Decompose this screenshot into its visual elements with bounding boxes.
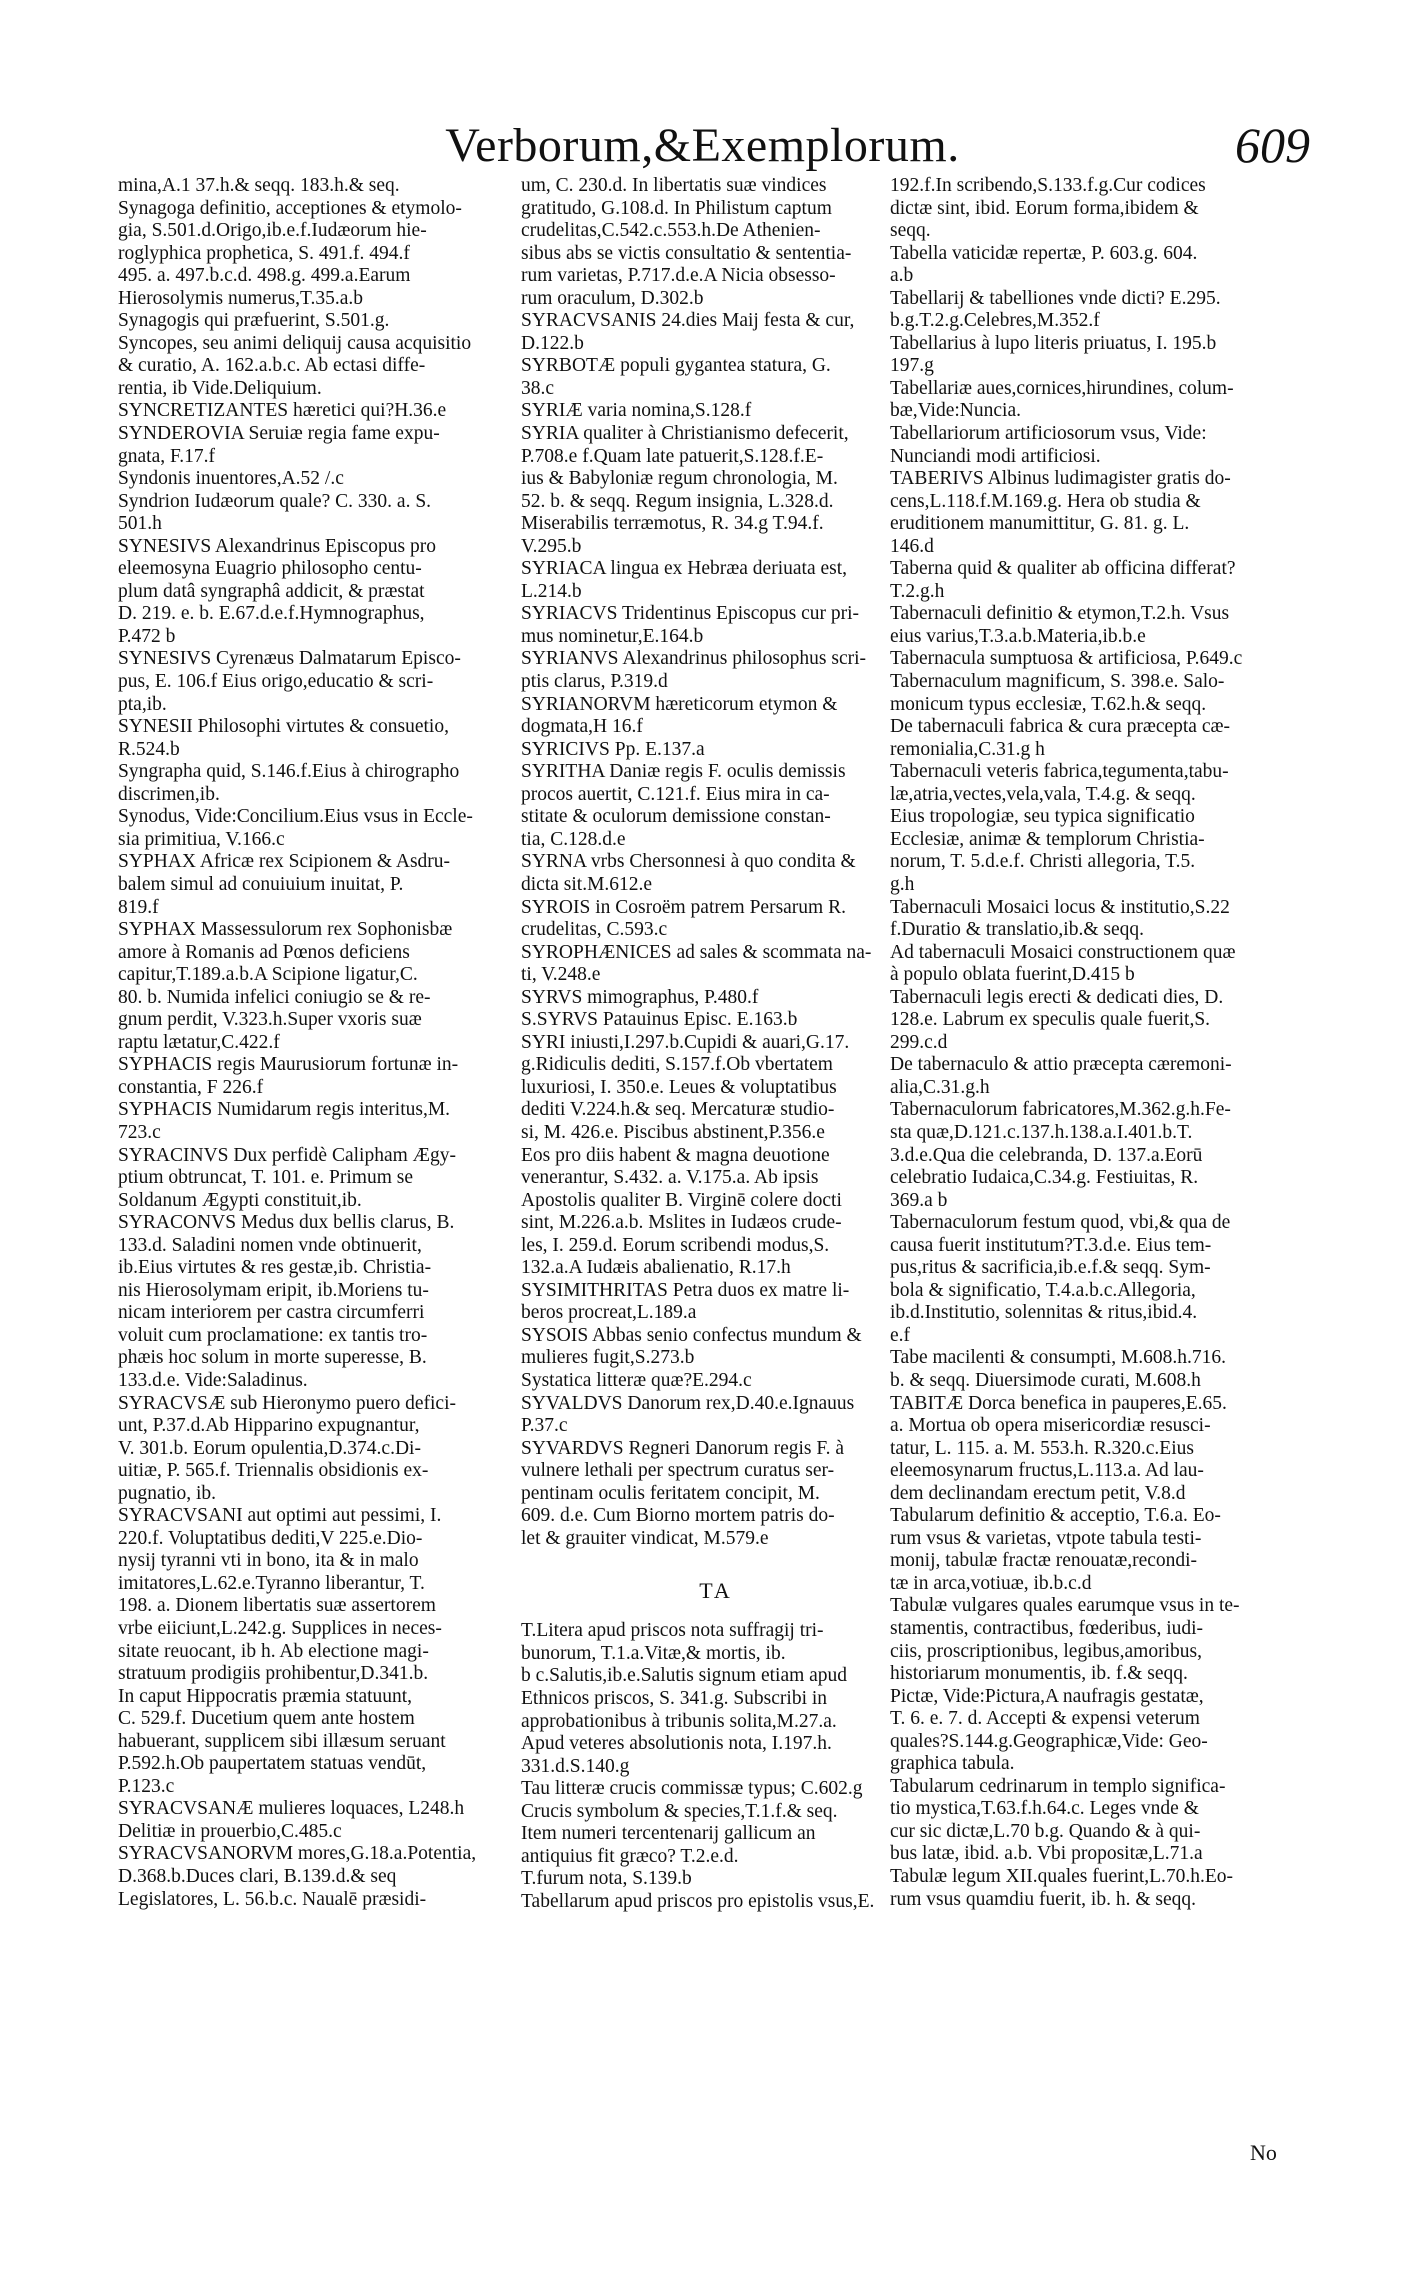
index-entry-line: Tabellarius à lupo literis priuatus, I. 195.b [890, 332, 1217, 354]
index-entry-line: 197.g [890, 355, 934, 377]
index-entry-line: SYRIACVS Tridentinus Episcopus cur pri- [521, 603, 860, 625]
index-entry-line: SYRACONVS Medus dux bellis clarus, B. [118, 1212, 455, 1234]
index-entry-line: tio mystica,T.63.f.h.64.c. Leges vnde & [890, 1798, 1199, 1820]
index-entry-line: SYNESIVS Alexandrinus Episcopus pro [118, 535, 436, 557]
index-entry-line: mina,A.1 37.h.& seqq. 183.h.& seq. [118, 175, 400, 196]
index-entry-line: tæ in arca,votiuæ, ib.b.c.d [890, 1572, 1092, 1594]
index-entry-line: rum vsus & varietas, vtpote tabula testi- [890, 1527, 1202, 1549]
section-heading: TA [699, 1578, 733, 1604]
index-entry-line: SYSOIS Abbas senio confectus mundum & [521, 1324, 862, 1346]
index-entry-line: sia primitiua, V.166.c [118, 828, 285, 850]
index-entry-line: Synagogis qui præfuerint, S.501.g. [118, 310, 390, 332]
index-entry-line: seqq. [890, 220, 931, 242]
index-entry-line: Miserabilis terræmotus, R. 34.g T.94.f. [521, 513, 824, 535]
index-entry-line: Syndonis inuentores,A.52 /.c [118, 468, 344, 490]
index-column-right [890, 175, 1283, 1911]
index-entry-line: SYRICIVS Pp. E.137.a [521, 738, 705, 760]
index-entry-line: Tabernaculorum festum quod, vbi,& qua de [890, 1212, 1231, 1234]
index-entry-line: plum datâ syngraphâ addicit, & præstat [118, 580, 425, 602]
index-entry-line: Nunciandi modi artificiosi. [890, 445, 1101, 467]
index-entry-line: roglyphica prophetica, S. 491.f. 494.f [118, 242, 410, 264]
index-entry-line: SYRACINVS Dux perfidè Calipham Ægy- [118, 1144, 456, 1166]
index-entry-line: In caput Hippocratis præmia statuunt, [118, 1685, 413, 1707]
index-entry-line: Soldanum Ægypti constituit,ib. [118, 1189, 362, 1211]
index-entry-line: SYNCRETIZANTES hæretici qui?H.36.e [118, 400, 447, 422]
index-entry-line: Legislatores, L. 56.b.c. Naualē præsidi- [118, 1888, 427, 1910]
index-entry-line: SYRIA qualiter à Christianismo defecerit, [521, 423, 849, 445]
index-entry-line: bæ,Vide:Nuncia. [890, 400, 1021, 422]
index-entry-line: monij, tabulæ fractæ renouatæ,recondi- [890, 1550, 1198, 1572]
index-entry-line: celebratio Iudaica,C.34.g. Festiuitas, R. [890, 1167, 1199, 1189]
index-entry-line: stamentis, contractibus, fœderibus, iudi- [890, 1618, 1204, 1639]
index-entry-line: SYPHACIS Numidarum regis interitus,M. [118, 1099, 451, 1121]
index-entry-line: T. 6. e. 7. d. Accepti & expensi veterum [890, 1708, 1200, 1730]
index-entry-line: 331.d.S.140.g [521, 1755, 630, 1777]
index-entry-line: Tabella vaticidæ repertæ, P. 603.g. 604. [890, 242, 1198, 264]
index-entry-line: SYNESII Philosophi virtutes & consuetio, [118, 716, 449, 738]
index-entry-line: Tabulæ vulgares quales earumque vsus in te- [890, 1595, 1240, 1617]
index-entry-line: T.Litera apud priscos nota suffragij tri- [521, 1620, 824, 1642]
index-entry-line: Tabernaculi definitio & etymon,T.2.h. Vsus [890, 603, 1230, 625]
index-entry-line: monicum typus ecclesiæ, T.62.h.& seqq. [890, 693, 1207, 715]
index-entry-line: ius & Babyloniæ regum chronologia, M. [521, 468, 838, 490]
index-entry-line: C. 529.f. Ducetium quem ante hostem [118, 1708, 415, 1730]
index-entry-line: SYVALDVS Danorum rex,D.40.e.Ignauus [521, 1392, 855, 1414]
index-entry-line: uitiæ, P. 565.f. Triennalis obsidionis ex- [118, 1460, 429, 1482]
index-entry-line: 299.c.d [890, 1031, 948, 1053]
index-entry-line: Synodus, Vide:Concilium.Eius vsus in Eccle- [118, 806, 473, 828]
index-entry-line: habuerant, supplicem sibi illæsum seruant [118, 1730, 446, 1752]
index-entry-line: Tabernaculorum fabricatores,M.362.g.h.Fe- [890, 1099, 1231, 1121]
index-entry-line: Tabernaculi veteris fabrica,tegumenta,tabu- [890, 761, 1229, 783]
index-entry-line: 609. d.e. Cum Biorno mortem patris do- [521, 1505, 835, 1527]
index-entry-line: mus nominetur,E.164.b [521, 625, 704, 647]
index-entry-line: luxuriosi, I. 350.e. Leues & voluptatibus [521, 1076, 837, 1098]
index-entry-line: Pictæ, Vide:Pictura,A naufragis gestatæ, [890, 1685, 1204, 1707]
index-entry-line: R.524.b [118, 738, 180, 760]
index-entry-line: Ecclesiæ, animæ & templorum Christia- [890, 828, 1205, 850]
index-entry-line: 128.e. Labrum ex speculis quale fuerit,S. [890, 1009, 1211, 1031]
index-entry-line: Apostolis qualiter B. Virginē colere docti [521, 1189, 842, 1211]
index-entry-line: capitur,T.189.a.b.A Scipione ligatur,C. [118, 964, 418, 986]
index-entry-line: tia, C.128.d.e [521, 828, 626, 850]
index-entry-line: amore à Romanis ad Pœnos deficiens [118, 941, 410, 963]
index-entry-line: SYRACVSANIS 24.dies Maij festa & cur, [521, 310, 855, 332]
index-entry-line: discrimen,ib. [118, 783, 220, 805]
index-entry-line: Tabernacula sumptuosa & artificiosa, P.649.c [890, 648, 1243, 670]
index-entry-line: TABITÆ Dorca benefica in pauperes,E.65. [890, 1392, 1227, 1414]
index-entry-line: SYPHAX Massessulorum rex Sophonisbæ [118, 919, 453, 941]
index-entry-line: sibus abs se victis consultatio & sententia- [521, 242, 852, 264]
index-entry-line: Apud veteres absolutionis nota, I.197.h. [521, 1733, 832, 1755]
index-entry-line: Syndrion Iudæorum quale? C. 330. a. S. [118, 490, 432, 512]
index-entry-line: pus, E. 106.f Eius origo,educatio & scri- [118, 671, 434, 693]
index-entry-line: sta quæ,D.121.c.137.h.138.a.I.401.b.T. [890, 1121, 1193, 1143]
index-entry-line: SYPHACIS regis Maurusiorum fortunæ in- [118, 1054, 459, 1076]
index-entry-line: nis Hierosolymam eripit, ib.Moriens tu- [118, 1279, 429, 1301]
index-entry-line: eleemosynarum fructus,L.113.a. Ad lau- [890, 1460, 1204, 1482]
index-entry-line: P.592.h.Ob paupertatem statuas vendūt, [118, 1753, 427, 1775]
index-entry-line: P.708.e f.Quam late patuerit,S.128.f.E- [521, 445, 824, 467]
index-entry-line: SYRI iniusti,I.297.b.Cupidi & auari,G.17. [521, 1031, 850, 1053]
index-entry-line: Synagoga definitio, acceptiones & etymolo- [118, 197, 462, 219]
index-entry-line: cur sic dictæ,L.70 b.g. Quando & à qui- [890, 1820, 1201, 1842]
index-entry-line: Tabulæ legum XII.quales fuerint,L.70.h.Eo- [890, 1866, 1234, 1888]
index-entry-line: SYRIANORVM hæreticorum etymon & [521, 693, 838, 715]
index-entry-line: SYRACVSÆ sub Hieronymo puero defici- [118, 1392, 456, 1414]
index-entry-line: V. 301.b. Eorum opulentia,D.374.c.Di- [118, 1437, 421, 1459]
index-entry-line: 198. a. Dionem libertatis suæ assertorem [118, 1595, 436, 1617]
index-entry-line: nysij tyranni vti in bono, ita & in malo [118, 1550, 419, 1572]
index-entry-line: Syngrapha quid, S.146.f.Eius à chirographo [118, 761, 460, 783]
index-entry-line: ptis clarus, P.319.d [521, 671, 668, 693]
index-entry-line: approbationibus à tribunis solita,M.27.a. [521, 1710, 837, 1732]
index-entry-line: T.2.g.h [890, 580, 945, 602]
index-entry-line: voluit cum proclamatione: ex tantis tro- [118, 1324, 428, 1346]
index-entry-line: f.Duratio & translatio,ib.& seqq. [890, 919, 1144, 941]
index-entry-line: pugnatio, ib. [118, 1482, 217, 1504]
index-entry-line: stitate & oculorum demissione constan- [521, 806, 831, 828]
index-entry-line: vulnere lethali per spectrum curatus ser- [521, 1460, 835, 1482]
index-entry-line: stratuum prodigiis prohibentur,D.341.b. [118, 1663, 429, 1685]
index-entry-line: rum varietas, P.717.d.e.A Nicia obsesso- [521, 265, 836, 287]
index-entry-line: norum, T. 5.d.e.f. Christi allegoria, T.5. [890, 851, 1196, 873]
index-entry-line: Systatica litteræ quæ?E.294.c [521, 1369, 752, 1391]
index-entry-line: ib.Eius virtutes & res gestæ,ib. Christia- [118, 1257, 432, 1279]
index-entry-line: eius varius,T.3.a.b.Materia,ib.b.e [890, 625, 1146, 647]
index-entry-line: imitatores,L.62.e.Tyranno liberantur, T. [118, 1572, 425, 1594]
index-entry-line: dictæ sint, ibid. Eorum forma,ibidem & [890, 197, 1199, 219]
index-entry-line: graphica tabula. [890, 1753, 1015, 1775]
index-entry-line: quales?S.144.g.Geographicæ,Vide: Geo- [890, 1730, 1208, 1752]
index-entry-line: Crucis symbolum & species,T.1.f.& seq. [521, 1800, 838, 1822]
index-entry-line: phæis hoc solum in morte superesse, B. [118, 1347, 427, 1369]
index-entry-line: SYRIÆ varia nomina,S.128.f [521, 400, 752, 422]
index-entry-line: sint, M.226.a.b. Mslites in Iudæos crude- [521, 1212, 842, 1234]
index-entry-line: causa fuerit institutum?T.3.d.e. Eius tem- [890, 1234, 1212, 1256]
index-entry-line: Tabernaculi Mosaici locus & institutio,S.22 [890, 896, 1230, 918]
index-entry-line: b. & seqq. Diuersimode curati, M.608.h [890, 1369, 1201, 1391]
index-entry-line: eruditionem manumittitur, G. 81. g. L. [890, 513, 1190, 535]
index-entry-line: SYSIMITHRITAS Petra duos ex matre li- [521, 1279, 850, 1301]
index-entry-line: um, C. 230.d. In libertatis suæ vindices [521, 175, 827, 196]
index-entry-line: L.214.b [521, 580, 582, 602]
index-entry-line: læ,atria,vectes,vela,vala, T.4.g. & seqq. [890, 783, 1196, 805]
index-entry-line: D. 219. e. b. E.67.d.e.f.Hymnographus, [118, 603, 425, 625]
index-entry-line: venerantur, S.432. a. V.175.a. Ab ipsis [521, 1167, 819, 1189]
index-entry-line: tatur, L. 115. a. M. 553.h. R.320.c.Eius [890, 1437, 1194, 1459]
index-entry-line: bus latæ, ibid. a.b. Vbi propositæ,L.71.a [890, 1843, 1203, 1865]
index-entry-line: Item numeri tercentenarij gallicum an [521, 1823, 816, 1845]
index-entry-line: 192.f.In scribendo,S.133.f.g.Cur codices [890, 175, 1206, 196]
index-entry-line: gnata, F.17.f [118, 445, 216, 467]
index-entry-line: dicta sit.M.612.e [521, 873, 653, 895]
index-entry-line: pentinam oculis feritatem concipit, M. [521, 1482, 820, 1504]
page-number: 609 [1235, 117, 1310, 173]
index-entry-line: dogmata,H 16.f [521, 716, 643, 738]
index-entry-line: Tabellarum apud priscos pro epistolis vsus,E. [521, 1890, 875, 1912]
index-entry-line: sitate reuocant, ib h. Ab electione magi- [118, 1640, 429, 1662]
index-entry-line: SYRIANVS Alexandrinus philosophus scri- [521, 648, 867, 670]
index-entry-line: 369.a b [890, 1189, 948, 1211]
index-entry-line: SYPHAX Africæ rex Scipionem & Asdru- [118, 851, 451, 873]
index-entry-line: Tabernaculi legis erecti & dedicati dies, D. [890, 986, 1224, 1008]
index-entry-line: nicam interiorem per castra circumferri [118, 1302, 425, 1324]
index-entry-line: crudelitas,C.542.c.553.h.De Athenien- [521, 220, 821, 242]
index-column-middle [521, 175, 911, 1913]
index-entry-line: a.b [890, 265, 914, 287]
index-entry-line: antiquius fit græco? T.2.e.d. [521, 1845, 739, 1867]
index-entry-line: gia, S.501.d.Origo,ib.e.f.Iudæorum hie- [118, 220, 427, 242]
index-column-left [118, 175, 508, 1911]
index-entry-line: 495. a. 497.b.c.d. 498.g. 499.a.Earum [118, 265, 411, 287]
index-entry-line: let & grauiter vindicat, M.579.e [521, 1527, 769, 1549]
index-entry-line: mulieres fugit,S.273.b [521, 1347, 695, 1369]
index-entry-line: ib.d.Institutio, solennitas & ritus,ibid.4. [890, 1302, 1198, 1324]
index-entry-line: 52. b. & seqq. Regum insignia, L.328.d. [521, 490, 834, 512]
index-entry-line: Tabularum definitio & acceptio, T.6.a. Eo- [890, 1505, 1221, 1527]
index-entry-line: 3.d.e.Qua die celebranda, D. 137.a.Eorū [890, 1144, 1203, 1166]
index-entry-line: Tabellariorum artificiosorum vsus, Vide: [890, 423, 1207, 445]
index-entry-line: dediti V.224.h.& seq. Mercaturæ studio- [521, 1099, 835, 1121]
catchword: No [1250, 2140, 1277, 2165]
index-entry-line: SYNESIVS Cyrenæus Dalmatarum Episco- [118, 648, 461, 670]
index-entry-line: a. Mortua ob opera misericordiæ resusci- [890, 1415, 1211, 1437]
index-entry-line: D.122.b [521, 332, 584, 354]
index-entry-line: crudelitas, C.593.c [521, 919, 668, 941]
index-entry-line: constantia, F 226.f [118, 1076, 264, 1098]
index-entry-line: 133.d. Saladini nomen vnde obtinuerit, [118, 1234, 422, 1256]
index-entry-line: Hierosolymis numerus,T.35.a.b [118, 287, 363, 309]
index-entry-line: SYRACVSANI aut optimi aut pessimi, I. [118, 1505, 442, 1527]
index-entry-line: SYVARDVS Regneri Danorum regis F. à [521, 1437, 845, 1459]
index-entry-line: & curatio, A. 162.a.b.c. Ab ectasi diffe- [118, 355, 426, 377]
index-entry-line: Ethnicos priscos, S. 341.g. Subscribi in [521, 1688, 828, 1709]
index-entry-line: les, I. 259.d. Eorum scribendi modus,S. [521, 1234, 830, 1256]
index-entry-line: 38.c [521, 377, 555, 399]
index-entry-line: Tabellarij & tabelliones vnde dicti? E.295. [890, 287, 1221, 309]
index-entry-line: vrbe eiiciunt,L.242.g. Supplices in neces- [118, 1618, 442, 1639]
index-entry-line: 819.f [118, 896, 159, 918]
index-entry-line: pta,ib. [118, 693, 167, 715]
index-entry-line: 220.f. Voluptatibus dediti,V 225.e.Dio- [118, 1527, 423, 1549]
index-entry-line: rum oraculum, D.302.b [521, 287, 704, 309]
index-entry-line: ti, V.248.e [521, 964, 601, 986]
index-entry-line: gratitudo, G.108.d. In Philistum captum [521, 197, 832, 219]
index-entry-line: SYRIACA lingua ex Hebræa deriuata est, [521, 558, 848, 580]
index-entry-line: gnum perdit, V.323.h.Super vxoris suæ [118, 1009, 422, 1031]
index-entry-line: procos auertit, C.121.f. Eius mira in ca- [521, 783, 830, 805]
index-entry-line: 132.a.A Iudæis abalienatio, R.17.h [521, 1257, 791, 1279]
index-entry-line: raptu lætatur,C.422.f [118, 1031, 280, 1053]
index-entry-line: SYRBOTÆ populi gygantea statura, G. [521, 355, 831, 377]
index-entry-line: 501.h [118, 513, 162, 535]
index-entry-line: bola & significatio, T.4.a.b.c.Allegoria, [890, 1279, 1196, 1301]
index-entry-line: Eius tropologiæ, seu typica significatio [890, 806, 1195, 828]
index-entry-line: S.SYRVS Patauinus Episc. E.163.b [521, 1009, 798, 1031]
index-entry-line: SYRVS mimographus, P.480.f [521, 986, 759, 1008]
index-entry-line: rentia, ib Vide.Deliquium. [118, 377, 322, 399]
running-title: Verborum,&Exemplorum. [445, 119, 960, 172]
index-entry-line: balem simul ad conuiuium inuitat, P. [118, 873, 404, 895]
index-entry-line: b.g.T.2.g.Celebres,M.352.f [890, 310, 1100, 332]
index-entry-line: beros procreat,L.189.a [521, 1302, 697, 1324]
index-entry-line: 723.c [118, 1121, 161, 1143]
index-entry-line: SYROIS in Cosroëm patrem Persarum R. [521, 896, 846, 918]
index-entry-line: P.472 b [118, 625, 176, 647]
index-entry-line: Tabernaculum magnificum, S. 398.e. Salo- [890, 671, 1225, 693]
index-entry-line: à populo oblata fuerint,D.415 b [890, 964, 1135, 986]
index-entry-line: unt, P.37.d.Ab Hipparino expugnantur, [118, 1415, 420, 1437]
index-entry-line: g.Ridiculis dediti, S.157.f.Ob vbertatem [521, 1054, 833, 1076]
index-entry-line: SYRACVSANÆ mulieres loquaces, L248.h [118, 1798, 465, 1820]
index-entry-line: Tabularum cedrinarum in templo significa- [890, 1775, 1226, 1797]
index-entry-line: e.f [890, 1324, 911, 1346]
index-entry-line: Eos pro diis habent & magna deuotione [521, 1144, 830, 1166]
index-entry-line: SYRACVSANORVM mores,G.18.a.Potentia, [118, 1843, 477, 1865]
index-entry-line: historiarum monumentis, ib. f.& seqq. [890, 1663, 1188, 1685]
index-entry-line: Taberna quid & qualiter ab officina differat? [890, 558, 1236, 580]
index-entry-line: Ad tabernaculi Mosaici constructionem quæ [890, 941, 1236, 963]
index-entry-line: Delitiæ in prouerbio,C.485.c [118, 1820, 342, 1842]
index-entry-line: 146.d [890, 535, 934, 557]
index-entry-line: Tau litteræ crucis commissæ typus; C.602.g [521, 1778, 863, 1800]
index-entry-line: De tabernaculi fabrica & cura præcepta cæ- [890, 716, 1230, 738]
index-entry-line: Tabe macilenti & consumpti, M.608.h.716. [890, 1347, 1227, 1369]
index-entry-line: Tabellariæ aues,cornices,hirundines, colum- [890, 377, 1234, 399]
index-entry-line: remonialia,C.31.g h [890, 738, 1045, 760]
index-entry-line: si, M. 426.e. Piscibus abstinent,P.356.e [521, 1121, 825, 1143]
index-entry-line: Syncopes, seu animi deliquij causa acquisitio [118, 332, 472, 354]
index-entry-line: 133.d.e. Vide:Saladinus. [118, 1369, 308, 1391]
index-entry-line: pus,ritus & sacrificia,ib.e.f.& seqq. Sym- [890, 1257, 1211, 1279]
index-entry-line: SYNDEROVIA Seruiæ regia fame expu- [118, 423, 440, 445]
index-entry-line: SYRITHA Daniæ regis F. oculis demissis [521, 761, 846, 783]
index-entry-line: P.123.c [118, 1775, 175, 1797]
index-entry-line: eleemosyna Euagrio philosopho centu- [118, 558, 422, 580]
index-entry-line: D.368.b.Duces clari, B.139.d.& seq [118, 1866, 397, 1888]
index-entry-line: SYROPHÆNICES ad sales & scommata na- [521, 941, 872, 963]
index-entry-line: P.37.c [521, 1415, 568, 1437]
index-entry-line: dem declinandam erectum petit, V.8.d [890, 1482, 1186, 1504]
index-entry-line: T.furum nota, S.139.b [521, 1868, 692, 1890]
index-entry-line: bunorum, T.1.a.Vitæ,& mortis, ib. [521, 1642, 786, 1664]
index-entry-line: cens,L.118.f.M.169.g. Hera ob studia & [890, 490, 1201, 512]
index-entry-line: SYRNA vrbs Chersonnesi à quo condita & [521, 851, 856, 873]
index-entry-line: TABERIVS Albinus ludimagister gratis do- [890, 468, 1231, 490]
index-entry-line: ptium obtruncat, T. 101. e. Primum se [118, 1167, 413, 1189]
index-entry-line: De tabernaculo & attio præcepta cæremoni- [890, 1054, 1232, 1076]
index-entry-line: ciis, proscriptionibus, legibus,amoribus, [890, 1640, 1202, 1662]
index-entry-line: b c.Salutis,ib.e.Salutis signum etiam apud [521, 1665, 848, 1687]
index-entry-line: V.295.b [521, 535, 582, 557]
index-entry-line: rum vsus quamdiu fuerit, ib. h. & seqq. [890, 1888, 1197, 1910]
index-entry-line: 80. b. Numida infelici coniugio se & re- [118, 986, 431, 1008]
index-entry-line: alia,C.31.g.h [890, 1076, 990, 1098]
index-entry-line: g.h [890, 873, 915, 895]
